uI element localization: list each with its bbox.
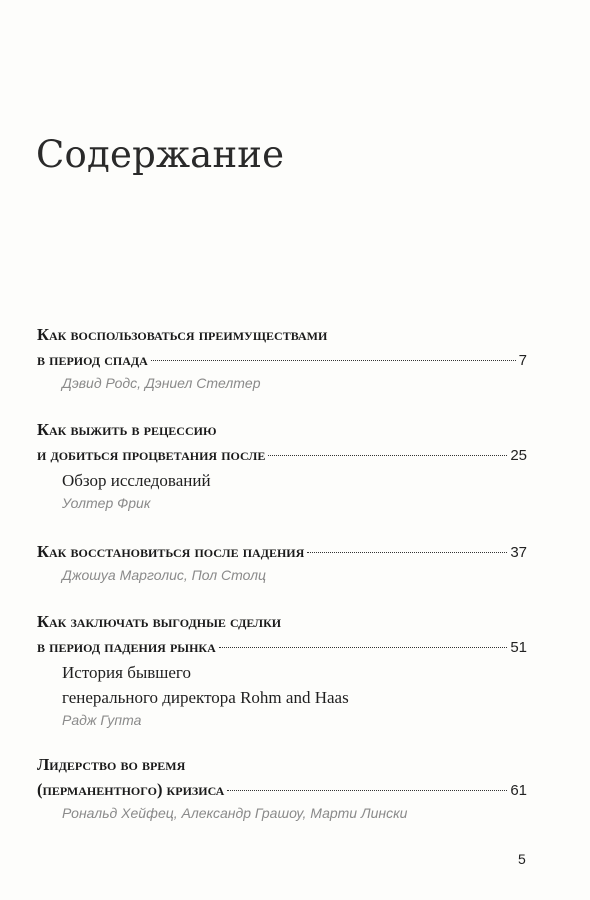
toc-entry-heading-text: Как восстановиться после падения [37, 542, 305, 561]
toc-entry-heading: Как воспользоваться преимуществами [37, 325, 328, 344]
toc-entry-heading-last[interactable] [37, 634, 527, 660]
toc-entry-heading: Как выжить в рецессию [37, 420, 217, 439]
toc-entry-heading-last[interactable] [37, 442, 527, 468]
toc-entry-heading-text: в период падения рынка [37, 637, 216, 656]
toc-page-number: 37 [510, 544, 527, 561]
toc-entry-heading-text: в период спада [37, 350, 148, 369]
toc-entry-subtitle: Обзор исследований [62, 471, 211, 490]
page-number: 5 [518, 851, 526, 867]
toc-entry-author: Дэвид Родс, Дэниел Стелтер [62, 375, 261, 391]
toc-page-number: 7 [518, 352, 527, 369]
dot-leader [227, 789, 507, 791]
toc-entry-subtitle: генерального директора Rohm and Haas [62, 688, 349, 707]
toc-entry-heading-last[interactable] [37, 539, 527, 565]
toc-entry-subtitle: История бывшего [62, 663, 191, 682]
toc-entry [37, 322, 527, 393]
toc-entry-heading-last[interactable] [37, 347, 527, 373]
toc-entry-heading: Лидерство во время [37, 755, 186, 774]
toc-entry [37, 539, 527, 585]
toc-entry-heading-text: (перманентного) кризиса [37, 780, 225, 799]
toc-entry-heading-text: и добиться процветания после [37, 445, 266, 464]
toc-entry [37, 417, 527, 513]
toc-entry-heading-last[interactable] [37, 777, 527, 803]
toc-entry-author: Джошуа Марголис, Пол Столц [62, 567, 267, 583]
toc-page-number: 61 [510, 782, 527, 799]
dot-leader [307, 551, 507, 553]
toc-page-number: 25 [510, 447, 527, 464]
toc-entry [37, 609, 527, 730]
toc-entry-heading: Как заключать выгодные сделки [37, 612, 282, 631]
toc-page-number: 51 [510, 639, 527, 656]
dot-leader [268, 454, 507, 456]
toc-entry-author: Радж Гупта [62, 712, 142, 728]
toc-entry-author: Уолтер Фрик [62, 495, 151, 511]
dot-leader [219, 646, 508, 648]
page-title: Содержание [36, 132, 285, 176]
toc-entry [37, 752, 527, 823]
toc-entry-author: Рональд Хейфец, Александр Грашоу, Марти Лински [62, 805, 408, 821]
dot-leader [151, 359, 516, 361]
